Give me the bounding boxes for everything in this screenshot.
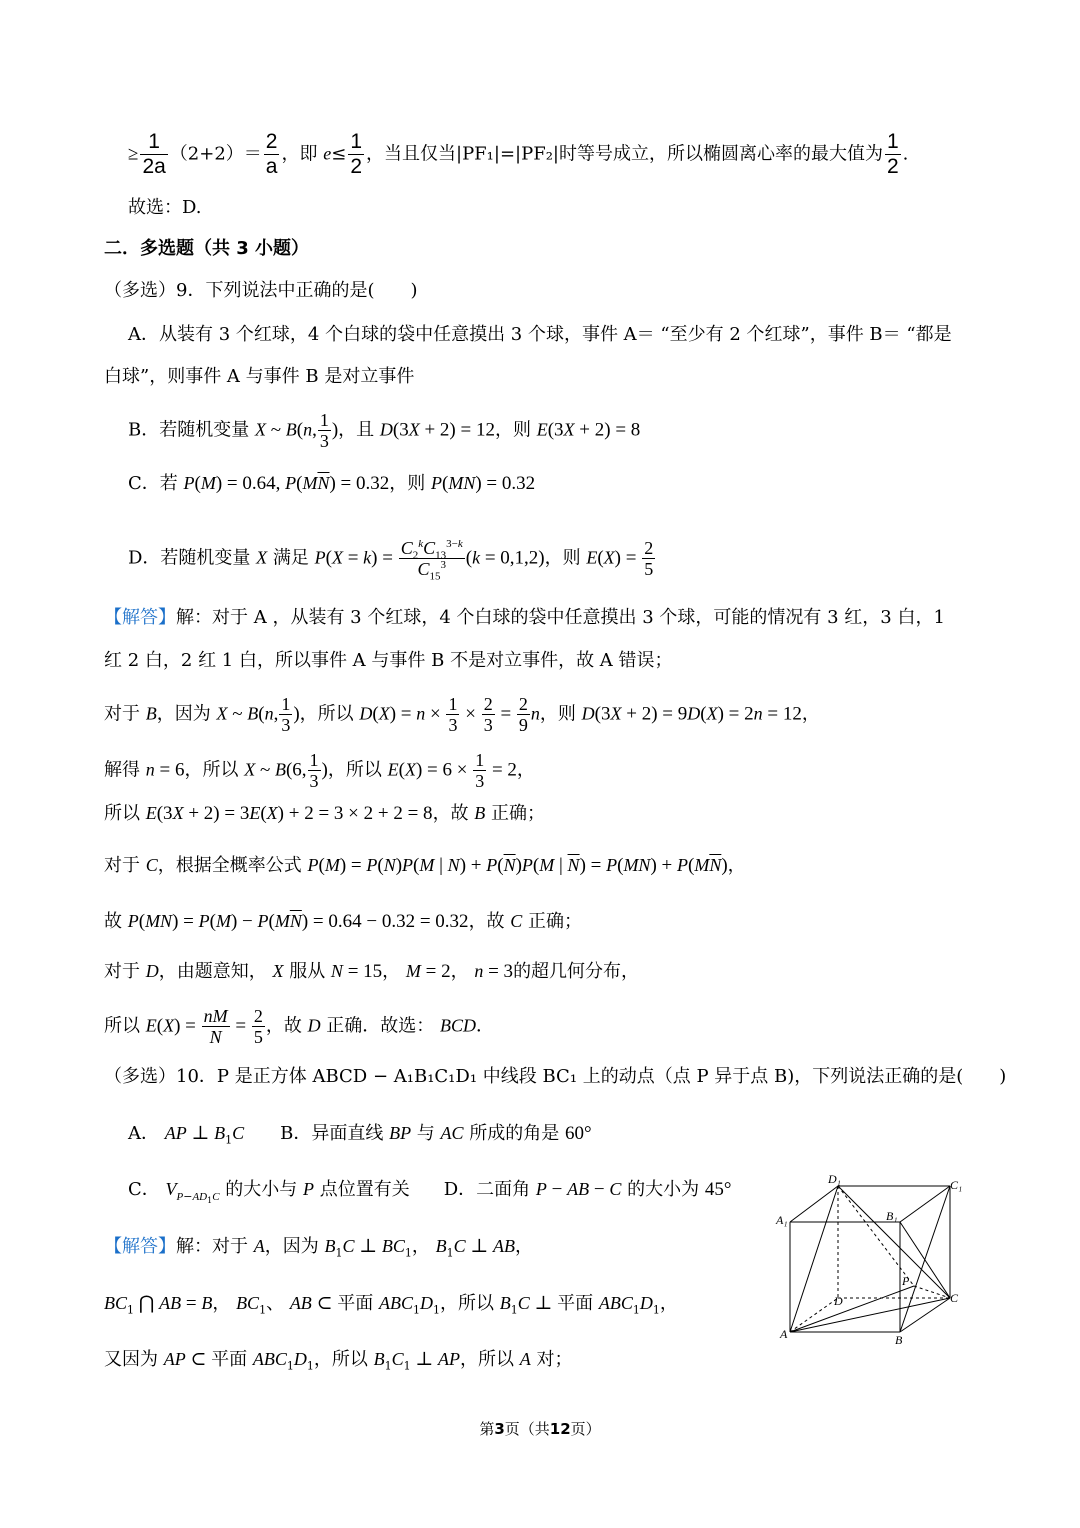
sol9-line4: 解得 n = 6，所以 X ~ B(6, $\frac{1}{3}$ )，所以 E(X) = 6 × $\frac{1}{3}$ = 2， [104,750,535,791]
fig-label-c1: C₁ [950,1178,963,1192]
page-total: 12 [549,1420,571,1438]
q10-prompt: （多选）10．P 是正方体 ABCD − A₁B₁C₁D₁ 中线段 BC₁ 上的动点（点 P 异于点 B)，下列说法正确的是( ) [104,1066,1007,1087]
sol9-tag: 【解答】 [104,607,176,628]
sol9-line9: 所以 E(X) = $\frac{nM}{N}$ = $\frac{2}{5}$ ，故 D 正确．故选： BCD． [104,1006,495,1047]
fig-label-p: P [902,1274,910,1288]
q9-prompt: （多选）9．下列说法中正确的是( ) [104,280,418,301]
fig-label-a: A [780,1327,788,1341]
sol9-line5: 所以 E(3X + 2) = 3E(X) + 2 = 3 × 2 + 2 = 8，故 B 正确； [104,803,546,824]
fig-label-a1: A₁ [776,1213,788,1227]
fig-label-b: B [895,1333,903,1347]
sol9-line7: 故 $P(MN) = P(M) - P(M\overline{N}) = 0.64 - 0.32 = 0.32$，故 C 正确； [104,911,583,932]
sol9-line8: 对于 D，由题意知， X 服从 N = 15， M = 2， n = 3的超几何分布， [104,961,640,982]
q9-option-a-line1: A．从装有 3 个红球，4 个白球的袋中任意摸出 3 个球，事件 A＝ “至少有 2 个红球”，事件 B＝ “都是 [128,324,952,345]
q8-tail-text: ，当且仅当|PF₁|=|PF₂|时等号成立，所以椭圆离心率的最大值为 [366,143,883,165]
fig-label-b1: B₁ [886,1209,898,1223]
q9-option-a-line2: 白球”，则事件 A 与事件 B 是对立事件 [104,366,415,387]
sol10-tag: 【解答】 [104,1236,176,1257]
q9-option-c: C．若 P(M) = 0.64, $P(M\overline{N}) = 0.32$，则 P(MN) = 0.32 [128,473,536,494]
q10-options-cd: C． $V_{P-AD_1C}$ 的大小与 P 点位置有关 D．二面角 P − AB − C 的大小为 45° [128,1179,732,1205]
q9-option-b: B．若随机变量 X ~ B(n, $\frac{1}{3}$ )，且 D(3X + 2) = 12，则 E(3X + 2) = 8 [128,410,641,451]
sol10-line2: $BC_1$ ⋂ AB = B， $BC_1$、 AB ⊂ 平面 $ABC_1D_1$，所以 $B_1C$ ⊥ 平面 $ABC_1D_1$， [104,1293,678,1317]
page-number: 3 [494,1420,505,1438]
q8-answer: 故选：D. [128,197,202,218]
section-title: 二．多选题（共 3 小题） [104,238,310,259]
fig-label-d: D [834,1294,843,1308]
q8-tail-line: ≥ $\frac{1}{2a}$ （2+2）＝ $\frac{2}{a}$ ，即 e≤ $\frac{1}{2}$ ，当且仅当|PF₁|=|PF₂|时等号成立，所以椭圆离心率的最大值为 $\frac{1}{2}$ . [128,130,909,178]
sol9-line6: 对于 C，根据全概率公式 P(M) = P(N)P(M | $N) + P(\overline{N})P(M$ | $\overline{N}) = P(MN) + P(M\overline{N})$， [104,855,746,876]
sol9-line1: 【解答】解：对于 A ，从装有 3 个红球，4 个白球的袋中任意摸出 3 个球，可能的情况有 3 红，3 白，1 [104,607,945,628]
sol9-line3: 对于 B，因为 X ~ B(n, $\frac{1}{3}$ )，所以 D(X) = n × $\frac{1}{3}$ × $\frac{2}{3}$ = $\frac{2}{9}$ n，则 D(3X + 2) = 9D(X) = 2n = 12， [104,694,820,735]
fig-label-c: C [950,1291,959,1305]
sol10-line1: 【解答】解：对于 A，因为 $B_1C$ ⊥ $BC_1$， $B_1C$ ⊥ AB， [104,1236,533,1260]
q9-option-d: D．若随机变量 X 满足 P(X = k) = $\frac{C_2^kC_{13}^{3-k}}{C_{15}^3}$ (k = 0,1,2)，则 E(X) = $\frac{2}{5}$ [128,538,654,583]
q10-options-ab: A． AP ⊥ $B_1C$ B．异面直线 BP 与 AC 所成的角是 60° [128,1123,592,1147]
cube-figure [770,1170,970,1350]
page-footer: 第3页（共12页） [479,1420,601,1438]
fig-label-d1: D₁ [828,1172,841,1186]
sol10-line3: 又因为 AP ⊂ 平面 $ABC_1D_1$，所以 $B_1C_1$ ⊥ AP，所以 A 对； [104,1349,573,1373]
sol9-line2: 红 2 白，2 红 1 白，所以事件 A 与事件 B 不是对立事件，故 A 错误； [104,650,673,671]
